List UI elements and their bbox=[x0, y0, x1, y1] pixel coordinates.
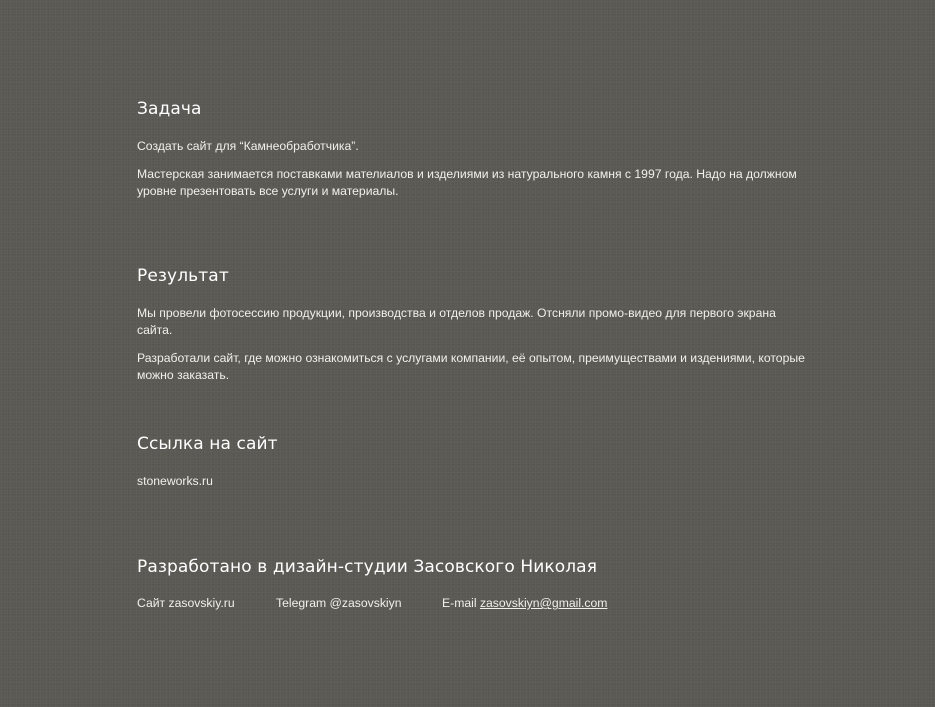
site-link-url[interactable]: stoneworks.ru bbox=[137, 474, 213, 488]
result-paragraph: Разработали сайт, где можно ознакомиться с услугами компании, её опытом, преимуществами и издениями, которые можно заказать. bbox=[137, 351, 805, 382]
result-section bbox=[137, 265, 807, 395]
result-heading: Результат bbox=[137, 266, 229, 286]
studio-credits bbox=[137, 556, 807, 612]
studio-heading: Разработано в дизайн-студии Засовского Николая bbox=[137, 557, 598, 577]
email-link[interactable]: zasovskiyn@gmail.com bbox=[479, 596, 608, 610]
studio-contacts bbox=[137, 595, 807, 612]
studio-telegram-link[interactable]: Telegram @zasovskiyn bbox=[276, 596, 402, 610]
email-label: E-mail bbox=[442, 596, 477, 610]
task-paragraph: Мастерская занимается поставками мателиалов и изделиями из натурального камня с 1997 года. Надо на должном уровне презентовать все услуги и материалы. bbox=[137, 167, 797, 198]
studio-site-link[interactable]: Сайт zasovskiy.ru bbox=[137, 596, 235, 610]
task-paragraph: Создать сайт для “Камнеобработчика”. bbox=[137, 139, 359, 153]
result-paragraph: Мы провели фотосессию продукции, производства и отделов продаж. Отсняли промо-видео для первого экрана сайта. bbox=[137, 306, 776, 337]
task-section bbox=[137, 98, 807, 211]
studio-email bbox=[442, 595, 607, 612]
site-link-heading: Ссылка на сайт bbox=[137, 434, 278, 454]
task-heading: Задача bbox=[137, 99, 202, 119]
site-link-section bbox=[137, 433, 807, 501]
